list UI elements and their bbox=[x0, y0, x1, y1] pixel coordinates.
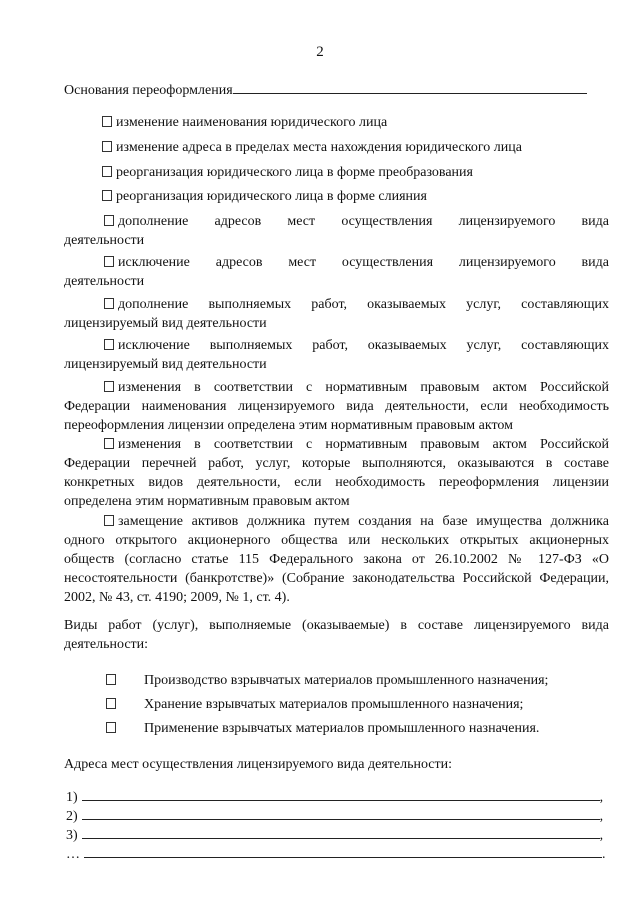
grounds-field[interactable] bbox=[233, 80, 587, 94]
page-number: 2 bbox=[316, 44, 324, 60]
work-item-production[interactable]: Производство взрывчатых материалов промышленного назначения; bbox=[106, 671, 548, 690]
option-address-change[interactable]: изменение адреса в пределах места нахождения юридического лица bbox=[102, 138, 522, 157]
address-field[interactable] bbox=[84, 844, 602, 858]
checkbox[interactable] bbox=[106, 698, 116, 709]
address-line-more[interactable]: … . bbox=[66, 844, 606, 864]
option-add-addresses[interactable]: дополнение адресов мест осуществления лицензируемого вида деятельности bbox=[64, 214, 609, 248]
option-reorg-transformation[interactable]: реорганизация юридического лица в форме преобразования bbox=[102, 163, 473, 182]
option-reorg-merger[interactable]: реорганизация юридического лица в форме слияния bbox=[102, 187, 427, 206]
address-line-3[interactable]: 3) , bbox=[66, 825, 603, 845]
option-works-per-act[interactable]: изменения в соответствии с нормативным правовым актом Российской Федерации перечней работ, услуг, которые выполняются, оказываются в составе конкретных видов деятельности, если необходимость переоформления лицензии определена этим нормативным правовым актом bbox=[64, 437, 609, 509]
option-asset-replacement[interactable]: замещение активов должника путем создания на базе имущества должника одного открытого акционерного общества или нескольких открытых акционерных обществ (согласно статье 115 Федерального закона от 26.10.2002 № 127-ФЗ «О несостоятельности (банкротстве)» (Собрание законодательства Российской Федерации, 2002, № 43, ст. 4190; 2009, № 1, ст. 4). bbox=[64, 514, 609, 605]
checkbox[interactable] bbox=[102, 190, 112, 201]
checkbox[interactable] bbox=[102, 116, 112, 127]
checkbox[interactable] bbox=[104, 381, 114, 392]
address-line-1[interactable]: 1) , bbox=[66, 787, 603, 807]
checkbox[interactable] bbox=[104, 256, 114, 267]
checkbox[interactable] bbox=[104, 339, 114, 350]
address-line-2[interactable]: 2) , bbox=[66, 806, 603, 826]
checkbox[interactable] bbox=[106, 722, 116, 733]
option-remove-works[interactable]: исключение выполняемых работ, оказываемых услуг, составляющих лицензируемый вид деятельности bbox=[64, 338, 609, 372]
checkbox[interactable] bbox=[104, 298, 114, 309]
address-field[interactable] bbox=[82, 806, 600, 820]
address-field[interactable] bbox=[82, 787, 600, 801]
grounds-label: Основания переоформления bbox=[64, 83, 233, 98]
option-add-works[interactable]: дополнение выполняемых работ, оказываемых услуг, составляющих лицензируемый вид деятельности bbox=[64, 297, 609, 331]
option-name-change[interactable]: изменение наименования юридического лица bbox=[102, 113, 387, 132]
work-item-application[interactable]: Применение взрывчатых материалов промышленного назначения. bbox=[106, 719, 539, 738]
addresses-heading: Адреса мест осуществления лицензируемого вида деятельности: bbox=[64, 757, 453, 772]
address-field[interactable] bbox=[82, 825, 600, 839]
option-remove-addresses[interactable]: исключение адресов мест осуществления лицензируемого вида деятельности bbox=[64, 255, 609, 289]
work-item-storage[interactable]: Хранение взрывчатых материалов промышленного назначения; bbox=[106, 695, 523, 714]
checkbox[interactable] bbox=[104, 515, 114, 526]
grounds-line bbox=[64, 80, 587, 100]
checkbox[interactable] bbox=[104, 215, 114, 226]
checkbox[interactable] bbox=[102, 141, 112, 152]
checkbox[interactable] bbox=[106, 674, 116, 685]
checkbox[interactable] bbox=[102, 166, 112, 177]
works-heading: Виды работ (услуг), выполняемые (оказываемые) в составе лицензируемого вида деятельности: bbox=[64, 618, 609, 652]
checkbox[interactable] bbox=[104, 438, 114, 449]
option-name-per-act[interactable]: изменения в соответствии с нормативным правовым актом Российской Федерации наименования лицензируемого вида деятельности, если необходимость переоформления лицензии определена этим нормативным правовым актом bbox=[64, 380, 609, 433]
